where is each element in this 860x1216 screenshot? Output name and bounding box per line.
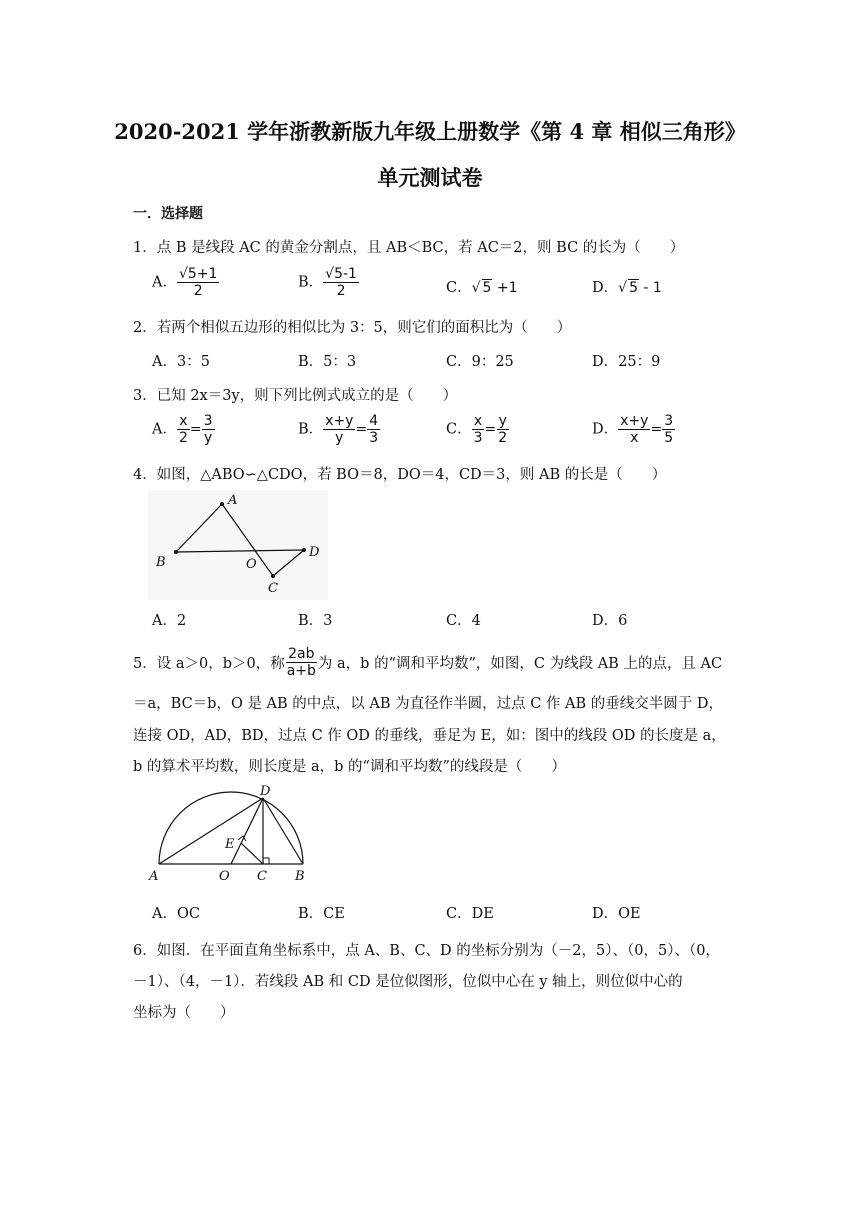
page-subtitle: 单元测试卷 [377,165,483,190]
q1-option-a: A． $\frac{√5+1}{2}$ [152,266,218,299]
q3-option-d: D． $\frac{x+y}{x}$ = $\frac{3}{5}$ [592,413,674,446]
q5-label-a: A [149,869,159,884]
q2-option-c: C．9：25 [446,354,514,370]
q5-label-o: O [219,869,230,884]
q2-option-d: D．25：9 [592,354,661,370]
q5-option-c: C．DE [446,906,494,922]
question-5-line-4: b 的算术平均数，则长度是 a，b 的“调和平均数”的线段是（ ） [133,759,566,775]
q4-label-o: O [246,557,257,572]
q4-label-c: C [268,581,278,596]
q2-option-a: A．3：5 [152,354,210,370]
q5-option-b: B．CE [298,906,345,922]
question-2: 2．若两个相似五边形的相似比为 3：5，则它们的面积比为（ ） [133,320,572,336]
q4-option-b: B．3 [298,613,333,629]
q3-option-c: C． $\frac{x}{3}$ = $\frac{y}{2}$ [446,413,508,446]
q1-option-d: D．√ 5 - 1 [592,280,662,296]
question-6-line-3: 坐标为（ ） [133,1005,235,1021]
q5-label-d: D [260,784,271,799]
q4-option-d: D．6 [592,613,628,629]
question-1: 1．点 B 是线段 AC 的黄金分割点，且 AB＜BC，若 AC＝2，则 BC 的长为（ ） [133,240,685,256]
question-6-line-2: －1）、（4，－1）．若线段 AB 和 CD 是位似图形，位似中心在 y 轴上，则位似中心的 [133,974,683,990]
question-4: 4．如图，△ABO∽△CDO，若 BO＝8，DO＝4，CD＝3，则 AB 的长是（ ） [133,467,667,483]
q4-label-a: A [228,493,238,508]
q4-triangle-figure [148,490,328,600]
q5-label-b: B [295,869,305,884]
q4-option-a: A．2 [152,613,187,629]
q2-option-b: B．5：3 [298,354,357,370]
question-3: 3．已知 2x＝3y，则下列比例式成立的是（ ） [133,388,458,404]
q4-option-c: C．4 [446,613,481,629]
page-title: 2020-2021 学年浙教新版九年级上册数学《第 4 章 相似三角形》 [114,119,746,144]
q5-label-e: E [225,837,235,852]
q5-label-c: C [257,869,267,884]
q3-option-a: A． $\frac{x}{2}$ = $\frac{3}{y}$ [152,413,213,446]
q4-label-d: D [309,545,320,560]
q5-option-a: A．OC [152,906,200,922]
q1-option-c: C．√ 5 +1 [446,280,518,296]
question-5-line-3: 连接 OD，AD，BD，过点 C 作 OD 的垂线，垂足为 E，如：图中的线段 OD 的长度是 a， [133,728,726,744]
question-6-line-1: 6．如图．在平面直角坐标系中，点 A、B、C、D 的坐标分别为（－2，5）、（0，5）、（0， [133,943,720,959]
q5-semicircle-figure [145,784,315,888]
question-5-line-1: 5．设 a＞0，b＞0，称 $\frac{2ab}{a+b}$ 为 a，b 的“调和平均数”，如图，C 为线段 AB 上的点，且 AC [133,646,723,679]
q1-option-b: B． $\frac{√5-1}{2}$ [298,266,357,299]
question-5-line-2: ＝a，BC＝b，O 是 AB 的中点，以 AB 为直径作半圆，过点 C 作 AB 的垂线交半圆于 D， [133,696,724,712]
q4-label-b: B [156,555,166,570]
q5-option-d: D．OE [592,906,641,922]
q3-option-b: B． $\frac{x+y}{y}$ = $\frac{4}{3}$ [298,413,379,446]
section-heading: 一．选择题 [133,206,203,222]
